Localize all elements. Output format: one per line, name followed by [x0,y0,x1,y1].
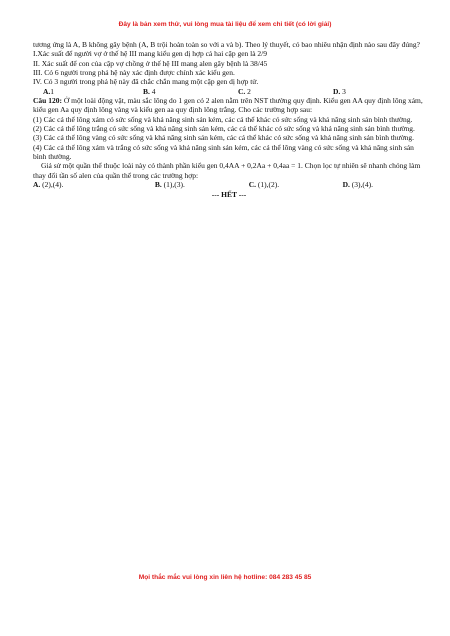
preview-banner: Đây là bản xem thử, vui lòng mua tài liệu để xem chi tiết (có lời giải) [118,21,332,28]
q120-assumption: Giả sử một quần thể thuộc loài này có thành phần kiểu gen 0,4AA + 0,2Aa + 0,4aa = 1. Chọn lọc tự nhiên sẽ nhanh chóng làm thay đổi tần số alen của quần thể trong các trường hợp: [33,161,421,180]
option-d: D. 3 [333,86,346,96]
q119-intro: tương ứng là A, B không gây bệnh (A, B trội hoàn toàn so với a và b). Theo lý thuyết, có bao nhiêu nhận định nào sau đây đúng? [33,40,420,49]
statement-4: IV. Có 3 người trong phả hệ này đã chắc chắn mang một cặp gen dị hợp tử. [33,77,259,87]
option-a: A. (2),(4). [33,180,64,190]
option-a: A.1 [43,86,55,96]
case-2: (2) Các cá thể lông trắng có sức sống và khả năng sinh sản kém, các cá thể khác có sức sống và khả năng sinh sản bình thường. [33,124,415,134]
case-3: (3) Các cá thể lông vàng có sức sống và khả năng sinh sản kém, các cá thể khác có sức sống và khả năng sinh sản bình thường. [33,133,415,143]
q120-options [33,180,425,189]
option-d: D. (3),(4). [342,180,374,190]
option-b: B. (1),(3). [154,180,185,190]
q119-options [33,87,425,96]
document-body [33,40,425,199]
q120-stem: Câu 120: Ở một loài động vật, màu sắc lông do 1 gen có 2 alen nằm trên NST thường quy định. Kiểu gen AA quy định lông xám, kiểu gen Aa quy định lông vàng và kiểu gen aa quy định lông trắng. Cho các trường hợp sau: [33,96,423,115]
option-b: B. 4 [143,86,156,96]
statement-2: II. Xác suất để con của cặp vợ chồng ở thế hệ III mang alen gây bệnh là 38/45 [33,58,268,68]
statement-3: III. Có 6 người trong phả hệ này xác định được chính xác kiểu gen. [33,68,235,78]
case-1: (1) Các cá thể lông xám có sức sống và khả năng sinh sản kém, các cá thể khác có sức sống và khả năng sinh sản bình thường. [33,114,413,124]
option-c: C. (1),(2). [248,180,280,190]
option-c: C. 2 [238,86,251,96]
q120-label: Câu 120: [33,96,62,106]
hotline-banner: Mọi thắc mắc vui lòng xin liên hệ hotline: 084 283 45 85 [138,574,312,581]
end-mark: --- HẾT --- [211,189,247,199]
statement-1: I.Xác suất để người vợ ở thế hệ III mang kiểu gen dị hợp cả hai cặp gen là 2/9 [33,49,268,59]
case-4: (4) Các cá thể lông xám và trắng có sức sống và khả năng sinh sản kém, các cá thể lông vàng có sức sống và khả năng sinh sản bình thường. [33,142,414,162]
